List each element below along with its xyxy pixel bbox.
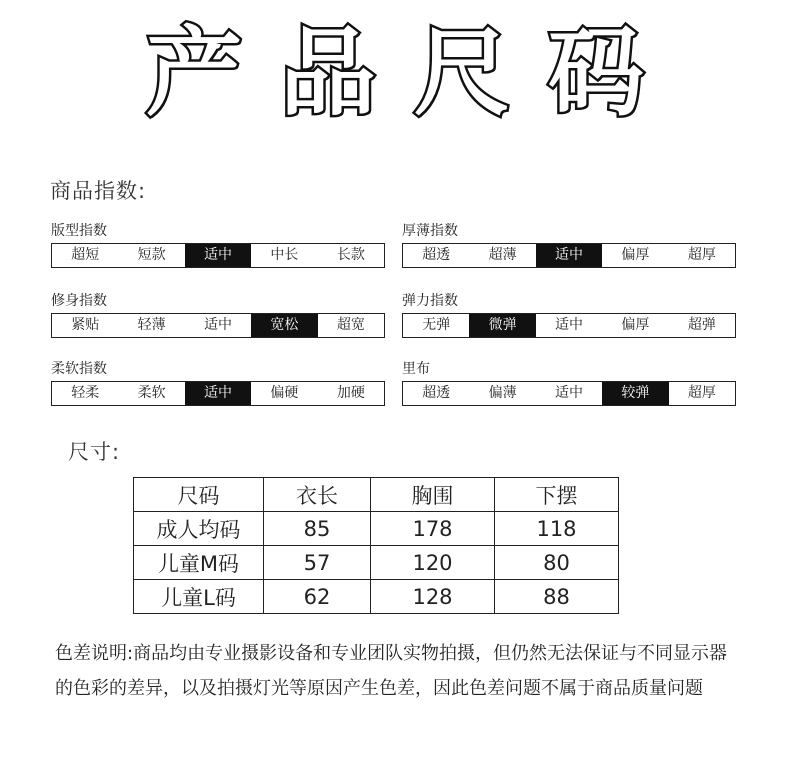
scale-option-selected: 适中: [185, 244, 251, 267]
scale-option: 超厚: [687, 247, 716, 263]
title-char: 尺: [414, 16, 510, 129]
column-header: 尺码: [134, 478, 264, 512]
scale-option: 轻柔: [71, 385, 100, 401]
elasticity-index-scale: [402, 292, 736, 338]
size-heading: 尺寸:: [68, 440, 121, 464]
scale-option: 柔软: [137, 385, 166, 401]
table-cell: 128: [371, 580, 495, 614]
scale-bar: [402, 313, 736, 338]
scale-option-selected: 适中: [185, 382, 251, 405]
column-header: 衣长: [264, 478, 371, 512]
table-cell: 57: [264, 546, 371, 580]
scale-option: 适中: [555, 317, 584, 333]
scale-option: 短款: [137, 247, 166, 263]
product-index-heading: 商品指数:: [50, 179, 147, 203]
scale-option: 超宽: [336, 317, 365, 333]
table-cell: 118: [495, 512, 619, 546]
scale-option: 长款: [336, 247, 365, 263]
table-row: [134, 512, 619, 546]
slim-index-scale: [51, 292, 385, 338]
scale-option: 偏薄: [488, 385, 517, 401]
table-cell: 儿童M码: [134, 546, 264, 580]
scale-label: 里布: [402, 361, 430, 377]
table-cell: 成人均码: [134, 512, 264, 546]
scale-option: 加硬: [336, 385, 365, 401]
scale-option: 中长: [270, 247, 299, 263]
scale-option: 偏厚: [621, 317, 650, 333]
scale-option: 无弹: [422, 317, 451, 333]
scale-option: 超透: [422, 385, 451, 401]
scale-option-selected: 微弹: [469, 314, 535, 337]
lining-scale: [402, 360, 736, 406]
table-row: [134, 546, 619, 580]
title-char: 品: [280, 16, 376, 129]
scale-option: 超厚: [687, 385, 716, 401]
table-cell: 120: [371, 546, 495, 580]
scale-label: 弹力指数: [402, 293, 458, 309]
scale-bar: [51, 243, 385, 268]
scale-option: 适中: [555, 385, 584, 401]
scale-option: 紧贴: [71, 317, 100, 333]
scale-bar: [51, 381, 385, 406]
table-cell: 儿童L码: [134, 580, 264, 614]
scale-label: 厚薄指数: [402, 223, 458, 239]
scale-option-selected: 较弹: [602, 382, 668, 405]
scale-option: 适中: [204, 317, 233, 333]
scale-option: 偏硬: [270, 385, 299, 401]
scale-option: 偏厚: [621, 247, 650, 263]
column-header: 胸围: [371, 478, 495, 512]
scale-option-selected: 宽松: [251, 314, 317, 337]
thickness-index-scale: [402, 222, 736, 268]
scale-bar: [402, 243, 736, 268]
scale-label: 柔软指数: [51, 361, 107, 377]
color-difference-note: 色差说明:商品均由专业摄影设备和专业团队实物拍摄，但仍然无法保证与不同显示器的色彩的差异，以及拍摄灯光等原因产生色差，因此色差问题不属于商品质量问题: [55, 643, 728, 699]
softness-index-scale: [51, 360, 385, 406]
scale-option: 超薄: [488, 247, 517, 263]
table-cell: 178: [371, 512, 495, 546]
size-table: [133, 477, 619, 614]
scale-option: 超透: [422, 247, 451, 263]
scale-label: 修身指数: [51, 293, 107, 309]
column-header: 下摆: [495, 478, 619, 512]
scale-option: 轻薄: [137, 317, 166, 333]
scale-option-selected: 适中: [536, 244, 602, 267]
scale-option: 超短: [71, 247, 100, 263]
table-cell: 80: [495, 546, 619, 580]
title-char: 码: [548, 16, 644, 129]
table-cell: 85: [264, 512, 371, 546]
page-title: [0, 14, 790, 132]
title-char: 产: [146, 16, 242, 129]
table-cell: 88: [495, 580, 619, 614]
scale-option: 超弹: [687, 317, 716, 333]
fit-index-scale: [51, 222, 385, 268]
table-cell: 62: [264, 580, 371, 614]
scale-bar: [402, 381, 736, 406]
scale-bar: [51, 313, 385, 338]
table-header-row: [134, 478, 619, 512]
table-row: [134, 580, 619, 614]
scale-label: 版型指数: [51, 223, 107, 239]
